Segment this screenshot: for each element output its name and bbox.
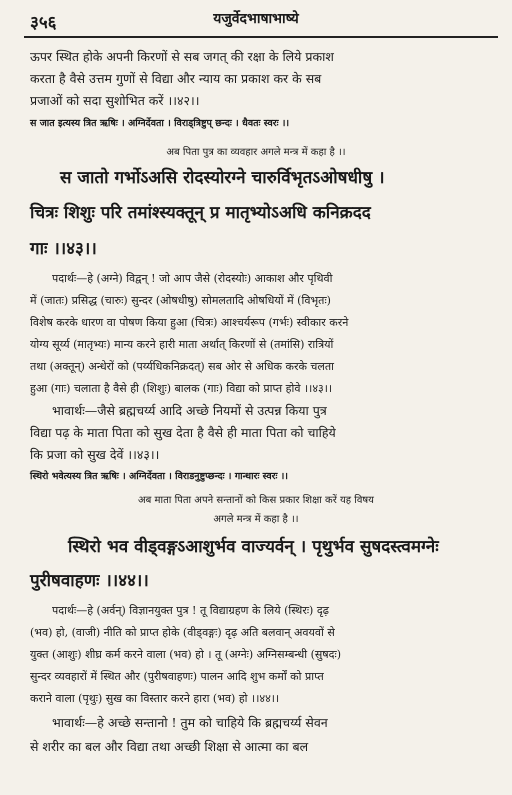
mantra-line: पुरीषवाहणः ।।४४।। xyxy=(30,571,149,591)
mantra-metadata: स्थिरो भवेत्यस्य त्रित ऋषिः । अग्निर्देवता । विराडनुष्टुप्छन्दः । गान्धारः स्वरः ।। xyxy=(30,471,288,482)
page-number: ३५६ xyxy=(30,13,57,33)
padartha-line: कराने वाला (पृथुः) सुख का विस्तार करने हारा (भव) हो ।।४४।। xyxy=(30,692,280,705)
topic-note: अब माता पिता अपने सन्तानों को किस प्रकार शिक्षा करें यह विषय xyxy=(138,495,374,506)
bhavartha-line: भावार्थः—हे अच्छे सन्तानो ! तुम को चाहिये कि ब्रह्मचर्य्य सेवन xyxy=(52,715,328,730)
mantra-line: गाः ।।४३।। xyxy=(30,239,97,259)
padartha-line: युक्त (आशुः) शीघ्र कर्म करने वाला (भव) हो । तू (अग्नेः) अग्निसम्बन्धी (सुषदः) xyxy=(30,648,342,661)
padartha-line: में (जातः) प्रसिद्ध (चारुः) सुन्दर (ओषधीषु) सोमलतादि ओषधियों में (विभृतः) xyxy=(30,294,331,307)
topic-note: अगले मन्त्र में कहा है ।। xyxy=(213,514,299,525)
padartha-line: पदार्थः—हे (अग्ने) विद्वन् ! जो आप जैसे (रोदस्योः) आकाश और पृथिवी xyxy=(52,272,333,285)
mantra-metadata: स जात इत्यस्य त्रित ऋषिः । अग्निर्देवता । विराड्त्रिष्टुप् छन्दः । धैवतः स्वरः ।। xyxy=(30,118,290,129)
header-rule xyxy=(24,36,498,39)
bhavartha-line: कि प्रजा को सुख देवें ।।४३।। xyxy=(30,447,160,462)
padartha-line: तथा (अक्तून्) अन्धेरों को (पर्य्यधिकनिक्रदत्) सब ओर से अधिक करके चलता xyxy=(30,360,334,373)
padartha-line: हुआ (गाः) चलाता है वैसे ही (शिशुः) बालक (गाः) विद्या को प्राप्त होवे ।।४३।। xyxy=(30,382,333,395)
padartha-line: पदार्थः—हे (अर्वन्) विज्ञानयुक्त पुत्र ! तू विद्याग्रहण के लिये (स्थिरः) दृढ़ xyxy=(52,604,329,617)
mantra-line: स जातो गर्भोऽअसि रोदस्योरग्ने चारुर्विभृतऽओषधीषु । xyxy=(60,168,385,188)
mantra-line: चित्रः शिशुः परि तमांश्स्यक्तून् प्र मातृभ्योऽअधि कनिक्रदद xyxy=(30,203,371,223)
topic-note: अब पिता पुत्र का व्यवहार अगले मन्त्र में कहा है ।। xyxy=(166,147,346,158)
padartha-line: सुन्दर व्यवहारों में स्थित और (पुरीषवाहणः) पालन आदि शुभ कर्मों को प्राप्त xyxy=(30,670,324,683)
running-title: यजुर्वेदभाषाभाष्ये xyxy=(213,11,299,27)
mantra-line: स्थिरो भव वीड्वङ्गऽआशुर्भव वाज्यर्वन् । पृथुर्भव सुषदस्त्वमग्नेः xyxy=(68,537,439,557)
text-line: करता है वैसे उत्तम गुणों से विद्या और न्याय का प्रकाश कर के सब xyxy=(30,71,322,86)
text-line: प्रजाओं को सदा सुशोभित करें ।।४२।। xyxy=(30,93,200,108)
bhavartha-line: विद्या पढ़ के माता पिता को सुख देता है वैसे ही माता पिता को चाहिये xyxy=(30,425,336,440)
padartha-line: (भव) हो, (वाजी) नीति को प्राप्त होके (वीड्वङ्गः) दृढ़ अति बलवान् अवयवों से xyxy=(30,626,335,639)
bhavartha-line: भावार्थः—जैसे ब्रह्मचर्य्य आदि अच्छे नियमों से उत्पन्न किया पुत्र xyxy=(52,403,327,418)
padartha-line: योग्य सूर्य्य (मातृभ्यः) मान्य करने हारी माता अर्थात् किरणों से (तमांसि) रात्रियों xyxy=(30,338,334,351)
padartha-line: विशेष करके धारण वा पोषण किया हुआ (चित्रः) आश्चर्यरूप (गर्भः) स्वीकार करने xyxy=(30,316,349,329)
bhavartha-line: से शरीर का बल और विद्या तथा अच्छी शिक्षा से आत्मा का बल xyxy=(30,739,309,754)
text-line: ऊपर स्थित होके अपनी किरणों से सब जगत् की रक्षा के लिये प्रकाश xyxy=(30,49,334,64)
page-header xyxy=(0,0,512,40)
